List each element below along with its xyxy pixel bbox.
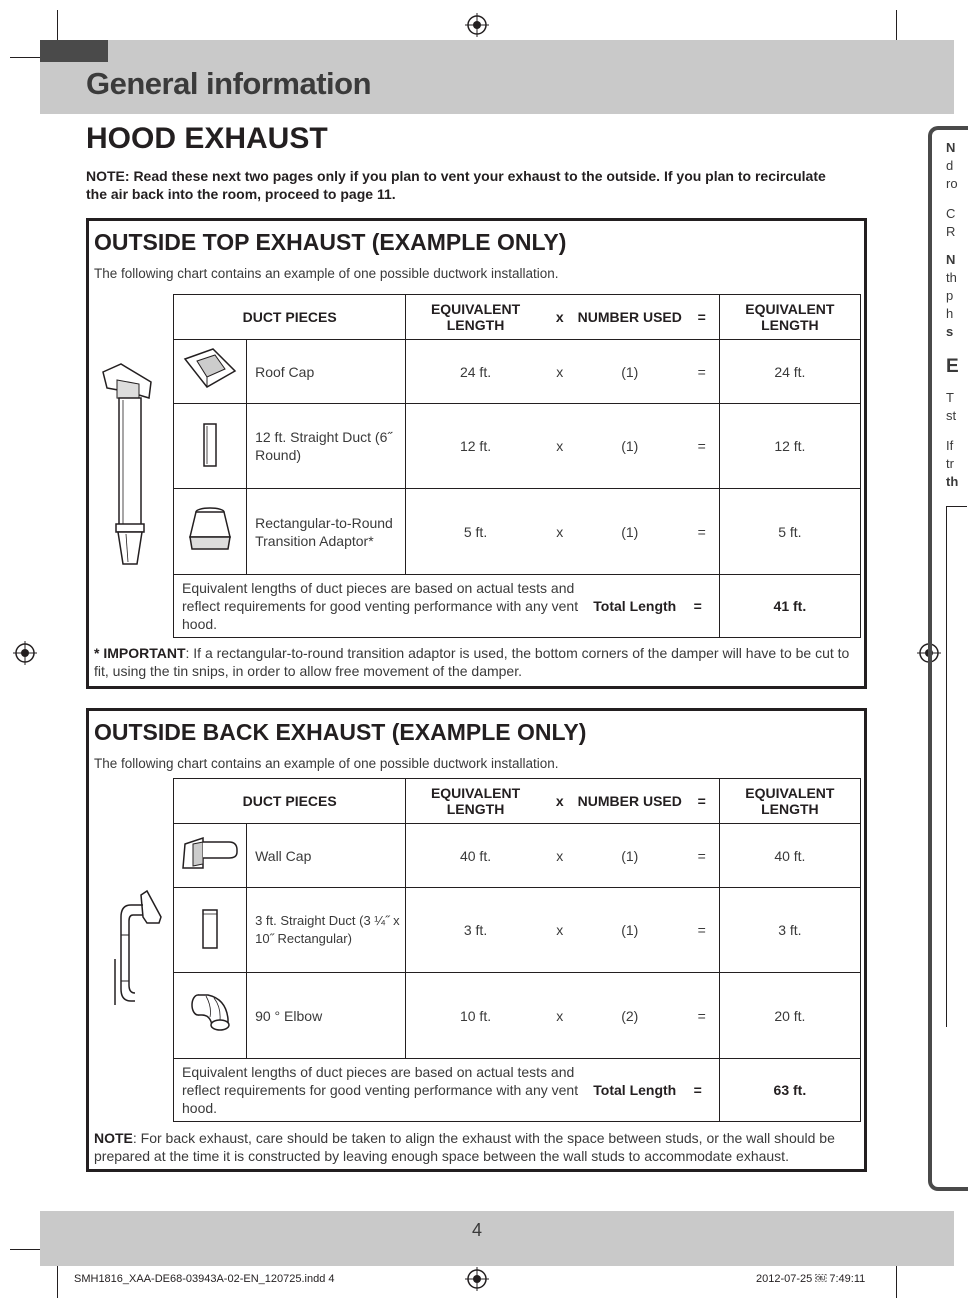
- col-duct-pieces: DUCT PIECES: [174, 779, 406, 824]
- number-used: (1): [621, 438, 639, 454]
- times-sign: x: [556, 847, 564, 864]
- number-used: (1): [621, 363, 639, 380]
- table-footer-row: [174, 1059, 861, 1122]
- adjacent-page-fragment: th: [946, 270, 957, 285]
- adjacent-page-fragment: tr: [946, 456, 954, 471]
- equals-sign: =: [697, 438, 706, 454]
- col-equals: =: [697, 309, 706, 325]
- duct-piece-name: 12 ft. Straight Duct (6˝ Round): [247, 404, 406, 489]
- registration-mark-icon: [465, 1267, 489, 1291]
- adjacent-page-fragment: p: [946, 288, 954, 303]
- times-sign: x: [556, 523, 564, 540]
- number-used: (1): [621, 523, 639, 540]
- transition-adaptor-icon: [186, 505, 234, 555]
- rect-duct-icon: [200, 908, 220, 950]
- page-heading: HOOD EXHAUST: [86, 122, 328, 155]
- crop-mark: [10, 1249, 40, 1250]
- top-exhaust-assembly-icon: [99, 364, 155, 569]
- adjacent-page-fragment: E: [946, 356, 959, 377]
- adjacent-page-fragment: C: [946, 206, 956, 221]
- duct-piece-name: 3 ft. Straight Duct (3 ¼˝ x 10˝ Rectangular): [247, 888, 406, 973]
- footer-text: Equivalent lengths of duct pieces are based on actual tests and reflect requirements for good venting performance with any vent hood.: [182, 1064, 579, 1116]
- footer-text: Equivalent lengths of duct pieces are based on actual tests and reflect requirements for good venting performance with any vent hood.: [182, 580, 579, 632]
- page-number: 4: [471, 1220, 482, 1240]
- adjacent-page-fragment: h: [946, 306, 954, 321]
- number-used: (2): [621, 1007, 639, 1024]
- col-equivalent-length: EQUIVALENT LENGTH: [430, 785, 521, 817]
- col-times: x: [555, 309, 564, 325]
- table-row: [174, 340, 861, 404]
- row-total: 24 ft.: [719, 340, 860, 404]
- table-row: [174, 404, 861, 489]
- times-sign: x: [556, 438, 564, 454]
- duct-piece-name: Wall Cap: [247, 824, 406, 888]
- col-duct-pieces: DUCT PIECES: [174, 295, 406, 340]
- section-title: General information: [86, 66, 372, 101]
- total-length-value: 41 ft.: [719, 575, 860, 638]
- crop-mark: [10, 57, 40, 58]
- adjacent-page-table: [946, 506, 967, 1027]
- row-total: 3 ft.: [719, 888, 860, 973]
- file-slug: SMH1816_XAA-DE68-03943A-02-EN_120725.indd 4: [74, 1273, 335, 1285]
- back-exhaust-note: NOTE: For back exhaust, care should be taken to align the exhaust with the space between studs, or the wall should be prepared at the time it is constructed by leaving enough space between the wall studs to accommodate exhaust.: [94, 1130, 835, 1164]
- elbow-icon: [188, 993, 232, 1035]
- total-equals: =: [693, 1082, 702, 1098]
- wall-cap-icon: [181, 836, 239, 872]
- adjacent-page-fragment: ro: [946, 176, 958, 191]
- equals-sign: =: [697, 1007, 706, 1024]
- back-exhaust-table: [173, 778, 861, 1122]
- table-row: [174, 888, 861, 973]
- col-number-used: NUMBER USED: [577, 309, 682, 325]
- table-row: [174, 973, 861, 1059]
- adjacent-page-fragment: N: [946, 140, 956, 155]
- equals-sign: =: [697, 847, 706, 864]
- date-slug: 2012-07-25 ￼ 7:49:11: [756, 1273, 866, 1285]
- equivalent-length: 3 ft.: [463, 922, 488, 938]
- total-length-label: Total Length: [593, 1082, 677, 1098]
- equivalent-length: 12 ft.: [459, 438, 492, 454]
- equivalent-length: 24 ft.: [459, 363, 492, 380]
- total-equals: =: [693, 598, 702, 614]
- equivalent-length: 10 ft.: [459, 1007, 492, 1024]
- col-equals: =: [697, 793, 706, 809]
- total-length-label: Total Length: [593, 598, 677, 614]
- col-equivalent-length-total: EQUIVALENT LENGTH: [719, 295, 860, 340]
- adjacent-page-fragment: R: [946, 224, 956, 239]
- top-exhaust-panel: [86, 218, 867, 689]
- equals-sign: =: [697, 922, 706, 938]
- adjacent-page-fragment: th: [946, 474, 959, 489]
- table-footer-row: [174, 575, 861, 638]
- panel-description: The following chart contains an example of one possible ductwork installation.: [94, 756, 559, 771]
- equals-sign: =: [697, 523, 706, 540]
- equals-sign: =: [697, 363, 706, 380]
- adjacent-page-fragment: s: [946, 324, 954, 339]
- registration-mark-icon: [465, 13, 489, 37]
- table-row: [174, 824, 861, 888]
- roof-cap-icon: [183, 347, 237, 393]
- straight-duct-icon: [200, 422, 220, 468]
- col-equivalent-length: EQUIVALENT LENGTH: [430, 301, 521, 333]
- duct-piece-name: Roof Cap: [247, 340, 406, 404]
- adjacent-page-fragment: d: [946, 158, 954, 173]
- total-length-value: 63 ft.: [719, 1059, 860, 1122]
- col-equivalent-length-total: EQUIVALENT LENGTH: [719, 779, 860, 824]
- duct-piece-name: Rectangular-to-Round Transition Adaptor*: [247, 489, 406, 575]
- duct-piece-name: 90 ° Elbow: [247, 973, 406, 1059]
- col-number-used: NUMBER USED: [577, 793, 682, 809]
- equivalent-length: 40 ft.: [459, 847, 492, 864]
- panel-description: The following chart contains an example of one possible ductwork installation.: [94, 266, 559, 281]
- col-times: x: [555, 793, 564, 809]
- row-total: 20 ft.: [719, 973, 860, 1059]
- adjacent-page-fragment: st: [946, 408, 957, 423]
- back-exhaust-assembly-icon: [109, 889, 167, 1007]
- times-sign: x: [556, 363, 564, 380]
- row-total: 40 ft.: [719, 824, 860, 888]
- number-used: (1): [621, 922, 639, 938]
- header-tab: [40, 40, 108, 62]
- times-sign: x: [556, 1007, 564, 1024]
- equivalent-length: 5 ft.: [463, 523, 488, 540]
- adjacent-page-fragment: If: [946, 438, 954, 453]
- intro-note: NOTE: Read these next two pages only if you plan to vent your exhaust to the outside. If you plan to recirculate the air back into the room, proceed to page 11.: [86, 168, 826, 202]
- top-exhaust-table: [173, 294, 861, 638]
- table-row: [174, 489, 861, 575]
- times-sign: x: [556, 922, 564, 938]
- registration-mark-icon: [13, 641, 37, 665]
- row-total: 5 ft.: [719, 489, 860, 575]
- back-exhaust-panel: [86, 708, 867, 1172]
- adjacent-page-fragment: T: [946, 390, 954, 405]
- row-total: 12 ft.: [719, 404, 860, 489]
- panel-title: OUTSIDE TOP EXHAUST (EXAMPLE ONLY): [94, 229, 567, 255]
- important-note: * IMPORTANT: If a rectangular-to-round transition adaptor is used, the bottom corners of the damper will have to be cut to fit, using the tin snips, in order to allow free movement of the damper.: [94, 645, 850, 679]
- adjacent-page-fragment: N: [946, 252, 956, 267]
- number-used: (1): [621, 847, 639, 864]
- panel-title: OUTSIDE BACK EXHAUST (EXAMPLE ONLY): [94, 719, 587, 745]
